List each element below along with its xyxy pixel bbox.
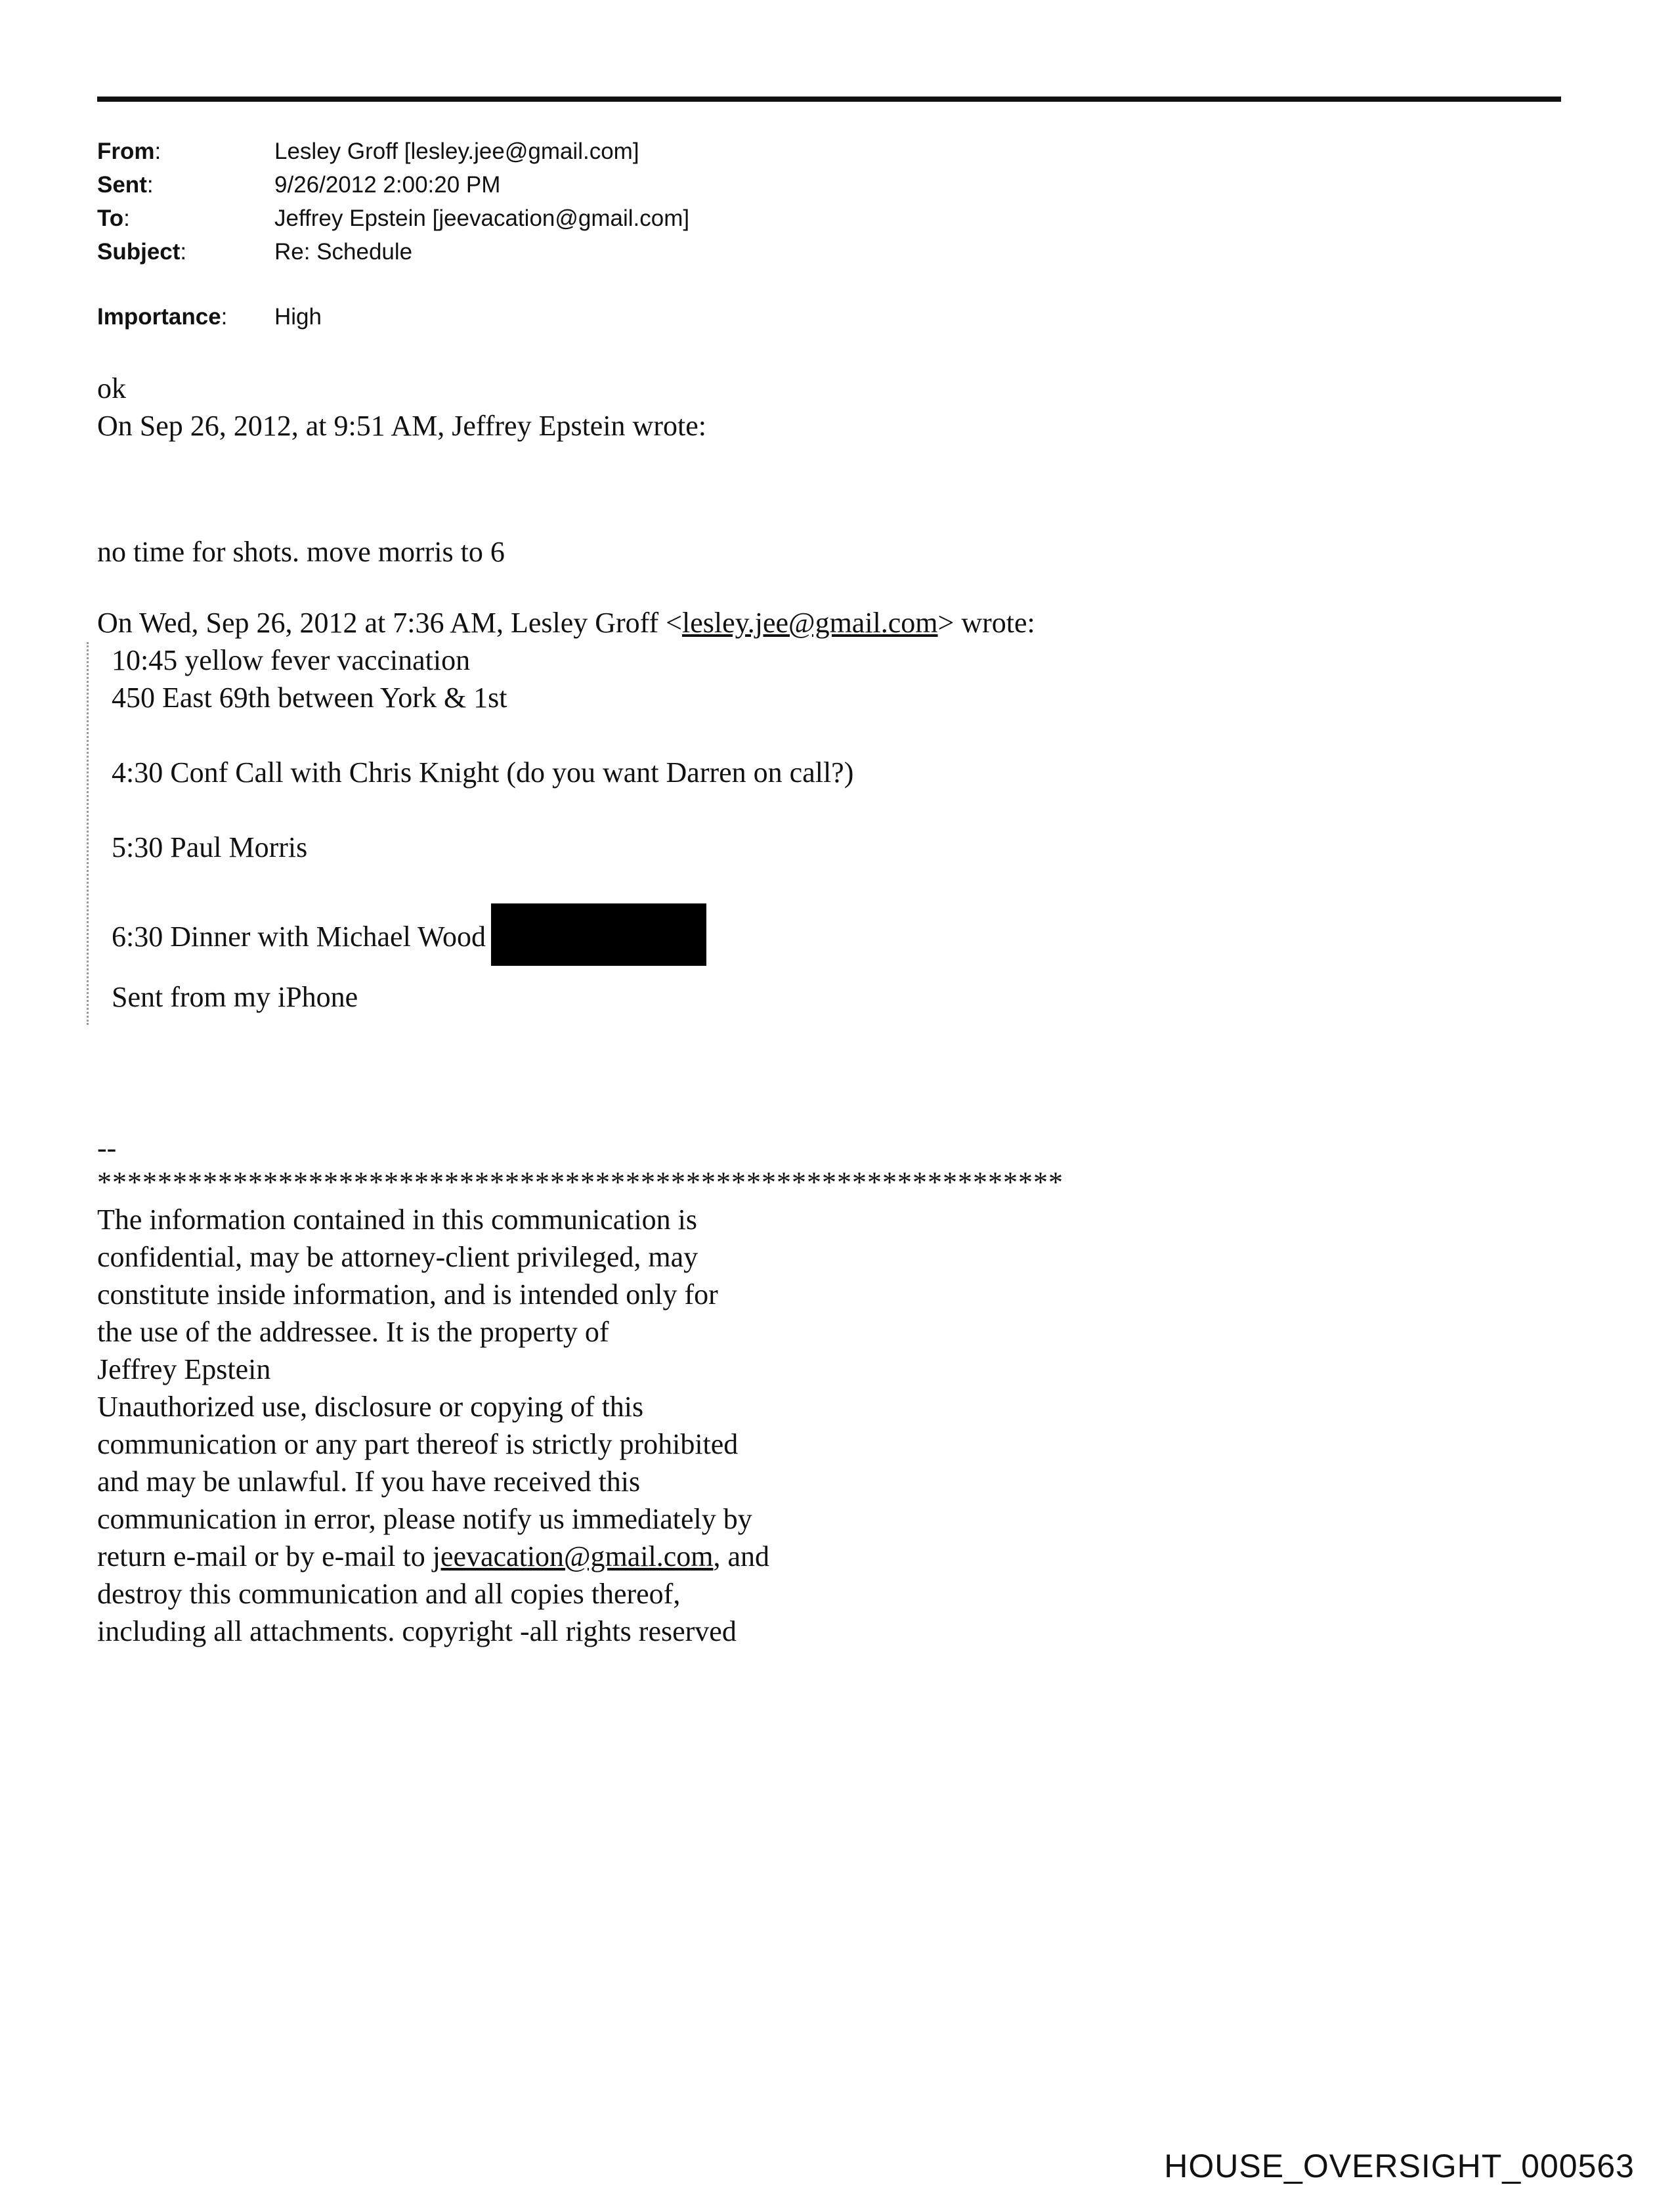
lesley-email-link[interactable]: lesley.jee@gmail.com bbox=[682, 607, 938, 639]
disclaimer-line-2: confidential, may be attorney-client privileged, may bbox=[97, 1241, 698, 1273]
subject-value: Re: Schedule bbox=[274, 239, 413, 265]
from-row: From: Lesley Groff [lesley.jee@gmail.com] bbox=[97, 135, 689, 168]
schedule-line-4: 5:30 Paul Morris bbox=[112, 831, 308, 863]
disclaimer-line-7: communication or any part thereof is strictly prohibited bbox=[97, 1428, 739, 1460]
disclaimer-line-3: constitute inside information, and is intended only for bbox=[97, 1278, 718, 1311]
disclaimer-line-11: destroy this communication and all copies thereof, bbox=[97, 1578, 681, 1610]
subject-label: Subject bbox=[97, 239, 181, 265]
bates-number: HOUSE_OVERSIGHT_000563 bbox=[1164, 2148, 1635, 2184]
disclaimer-stars: **************************************************************** bbox=[97, 1166, 1063, 1198]
from-value: Lesley Groff [lesley.jee@gmail.com] bbox=[274, 139, 639, 164]
signature: Sent from my iPhone bbox=[112, 981, 358, 1013]
schedule-line-1: 10:45 yellow fever vaccination bbox=[112, 644, 471, 676]
subject-row: Subject: Re: Schedule bbox=[97, 235, 689, 269]
disclaimer-line-5: Jeffrey Epstein bbox=[97, 1353, 271, 1385]
disclaimer-line-6: Unauthorized use, disclosure or copying of this bbox=[97, 1391, 644, 1423]
disclaimer-line-9: communication in error, please notify us immediately by bbox=[97, 1503, 752, 1535]
disclaimer-line-4: the use of the addressee. It is the property of bbox=[97, 1316, 609, 1348]
quote1-header: On Sep 26, 2012, at 9:51 AM, Jeffrey Epstein wrote: bbox=[97, 410, 706, 442]
from-label: From bbox=[97, 139, 155, 164]
disclaimer-line-12: including all attachments. copyright -all rights reserved bbox=[97, 1615, 737, 1647]
disclaimer-line-10: return e-mail or by e-mail to jeevacation@gmail.com, and bbox=[97, 1540, 770, 1572]
quote2-header: On Wed, Sep 26, 2012 at 7:36 AM, Lesley Groff <lesley.jee@gmail.com> wrote: bbox=[97, 607, 1035, 639]
jeevacation-email-link[interactable]: jeevacation@gmail.com bbox=[432, 1540, 714, 1572]
to-row: To: Jeffrey Epstein [jeevacation@gmail.com] bbox=[97, 202, 689, 235]
disclaimer-line-1: The information contained in this communication is bbox=[97, 1204, 698, 1236]
importance-row: Importance: High bbox=[97, 300, 322, 334]
schedule-line-3: 4:30 Conf Call with Chris Knight (do you want Darren on call?) bbox=[112, 756, 854, 789]
reply-text: ok bbox=[97, 372, 126, 404]
redaction-box bbox=[491, 903, 706, 966]
importance-label: Importance bbox=[97, 304, 221, 330]
quote-bar bbox=[87, 642, 89, 1025]
to-value: Jeffrey Epstein [jeevacation@gmail.com] bbox=[274, 206, 690, 231]
importance-value: High bbox=[274, 304, 322, 330]
disclaimer-dashes: -- bbox=[97, 1132, 117, 1164]
sent-label: Sent bbox=[97, 172, 147, 198]
schedule-line-2: 450 East 69th between York & 1st bbox=[112, 682, 507, 714]
quote1-text: no time for shots. move morris to 6 bbox=[97, 536, 505, 568]
to-label: To bbox=[97, 206, 124, 231]
email-header bbox=[97, 135, 689, 269]
sent-value: 9/26/2012 2:00:20 PM bbox=[274, 172, 501, 198]
header-rule bbox=[97, 97, 1561, 102]
sent-row: Sent: 9/26/2012 2:00:20 PM bbox=[97, 168, 689, 202]
disclaimer-line-8: and may be unlawful. If you have received this bbox=[97, 1465, 641, 1498]
schedule-line-5: 6:30 Dinner with Michael Wood bbox=[112, 903, 706, 966]
